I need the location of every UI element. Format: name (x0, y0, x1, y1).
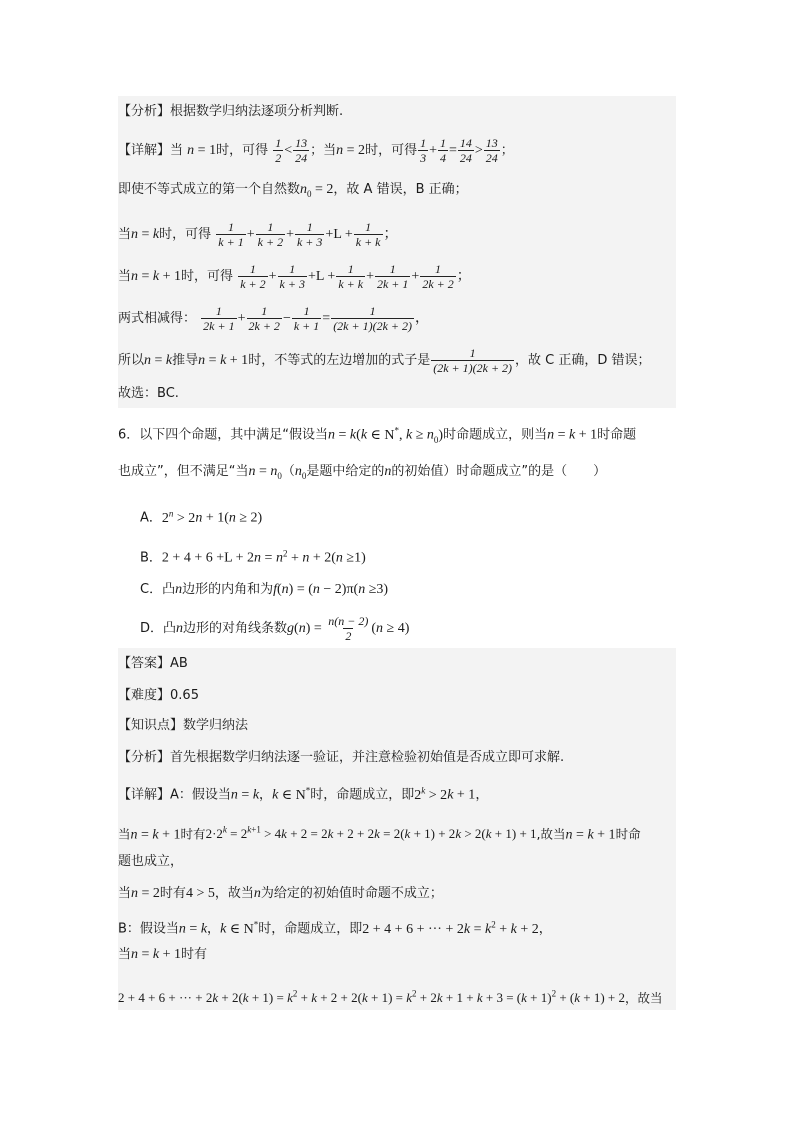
question-6-line-2: 也成立”，但不满足“当$n = n_0(n_0$是题中给定的n的初始值）时命题成立”的是（ ） (118, 464, 607, 481)
first-natural-number-line: 即使不等式成立的第一个自然数$n_0 = 2$，故 A 错误，B 正确； (118, 182, 468, 199)
answer-line: 【答案】AB (118, 656, 188, 671)
analysis-text: 根据数学归纳法逐项分析判断. (170, 104, 344, 119)
conclusion-line: 所以n = k推导n = k + 1时，不等式的左边增加的式子是 $\frac{1}{(2k + 1)(2k + 2)}$ ，故 C 正确，D 错误； (118, 346, 651, 375)
choose-line: 故选：BC. (118, 386, 179, 401)
case-n-equals-k-plus-1-line: 当n = k + 1时，可得 $\frac{1}{k + 2}$ + $\frac{1}{k + 3}$ +L + $\frac{1}{k + k}$ + $\frac{1}{2k + 1}$ + $\frac{1}{2k + 2}$ ； (118, 262, 471, 291)
option-a: A．$2^n > 2n + 1(n \ge 2)$ (140, 508, 263, 526)
detail2-c-line: 题也成立， (118, 854, 184, 869)
analysis-tag: 【分析】 (118, 104, 171, 119)
question-6-line-1: 6．以下四个命题，其中满足“假设当n = k(k ∈ N*, $k \ge n_0$)时命题成立，则当n = k + 1时命题 (118, 425, 637, 445)
difference-line: 两式相减得： $\frac{1}{2k + 1}$ + $\frac{1}{2k + 2}$ − $\frac{1}{k + 1}$ = $\frac{1}{(2k + 1)(2k + 2)}$ ， (118, 304, 430, 333)
detail2-g-line: 2 + 4 + 6 + ··· + $2k + 2(k + 1) = k^2 + k + 2 + 2(k + 1) = k^2 + 2k + 1 + k + 3 = (k + 1)^2 + (k + 1) + 2$，故当 (118, 989, 663, 1006)
case-n-equals-k-line: 当n = k时，可得 $\frac{1}{k + 1}$ + $\frac{1}{k + 2}$ + $\frac{1}{k + 3}$ +L + $\frac{1}{k + k}$ ； (118, 220, 398, 249)
analysis-line-2: 【分析】首先根据数学归纳法逐一验证，并注意检验初始值是否成立即可求解. (118, 750, 565, 765)
detail-line-1: 【详解】当 n = 1时，可得 $\frac{1}{2}$ < $\frac{13}{24}$ ；当n = 2时，可得 $\frac{1}{3}$ + $\frac{1}{4}$ = $\frac{14}{24}$ > $\frac{13}{24}$ ； (118, 136, 514, 165)
option-c: C．凸n边形的内角和为f(n) = (n − 2)π(n ≥3) (140, 582, 389, 597)
detail2-b-line: 当n = k + 1时有$2\cdot 2^k = 2^{k+1} > 4k + 2 = 2k + 2 + 2k = 2(k + 1) + 2k > 2(k + 1) + 1$,故当n = k + 1时命 (118, 825, 641, 843)
fraction: $\frac{13}{24}$ (295, 136, 308, 165)
detail2-f-line: 当n = k + 1时有 (118, 947, 208, 962)
analysis-line (118, 102, 343, 122)
detail2-a-line: 【详解】A：假设当n = k，k ∈ N*时，命题成立，即$2^k > 2k + 1$， (118, 785, 489, 803)
option-d: D．凸n边形的对角线条数g(n) = $\frac{n(n - 2)}{2}$ (n ≥ 4) (140, 614, 410, 643)
difficulty-value: 0.65 (170, 688, 199, 703)
knowledge-value: 数学归纳法 (183, 718, 249, 733)
difficulty-line: 【难度】0.65 (118, 688, 199, 703)
answer-value: AB (170, 656, 188, 671)
detail-tag: 【详解】 (118, 143, 171, 158)
knowledge-line: 【知识点】数学归纳法 (118, 718, 249, 733)
detail2-d-line: 当n = 2时有4 > 5，故当n为给定的初始值时命题不成立； (118, 886, 443, 901)
detail2-e-line: B：假设当n = k，k ∈ N*时，命题成立，即2 + 4 + 6 + ··· + $2k = k^2 + k + 2$， (118, 919, 552, 937)
option-b: B．$2 + 4 + 6 +L + 2n = n^2 + n + 2(n \ge 1)$ (140, 548, 366, 566)
fraction: $\frac{1}{2}$ (275, 136, 282, 165)
